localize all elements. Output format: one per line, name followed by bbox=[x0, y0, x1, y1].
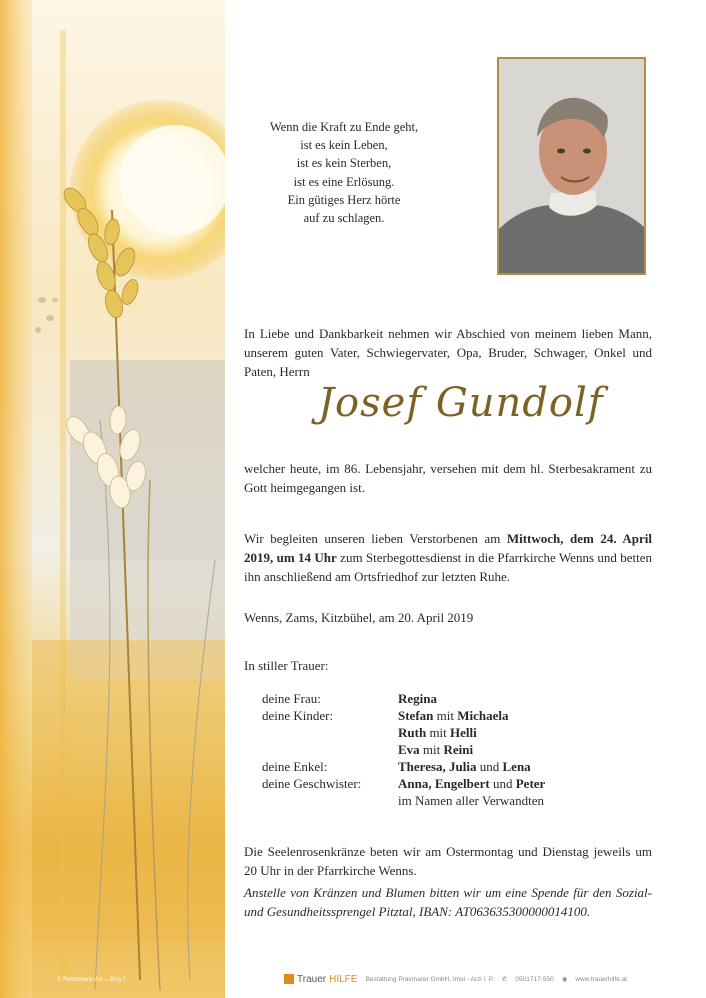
mourner-name: Theresa, Julia bbox=[398, 759, 477, 774]
quote-line: auf zu schlagen. bbox=[303, 211, 385, 226]
mourner-name: Helli bbox=[450, 725, 477, 740]
portrait-image bbox=[499, 59, 644, 273]
brand-logo bbox=[284, 974, 357, 985]
relation-label: deine Enkel: bbox=[262, 759, 328, 774]
mourner-names bbox=[398, 690, 437, 707]
brand-name-a: Trauer bbox=[297, 973, 327, 985]
mourner-name: Eva bbox=[398, 742, 420, 757]
mourner-names bbox=[398, 775, 545, 792]
connector-word: mit bbox=[429, 725, 447, 740]
memorial-quote bbox=[258, 118, 430, 227]
connector-word: mit bbox=[422, 742, 441, 757]
phone-number: 0501717-550 bbox=[515, 975, 554, 983]
funeral-text-before: Wir begleiten unseren lieben Verstorbenen am bbox=[244, 531, 507, 546]
mourner-names bbox=[398, 724, 477, 741]
mourner-name: Stefan bbox=[398, 708, 434, 723]
mourner-names bbox=[398, 707, 509, 724]
donation-text: Anstelle von Kränzen und Blumen bitten wir um eine Spende für den Sozial- und Gesundheitssprengel Pitztal, IBAN: AT063635300000014100. bbox=[244, 885, 652, 919]
funeral-text-after: zum Sterbegottesdienst in die Pfarrkirche Wenns und betten ihn anschließend am Ortsfriedhof zur letzten Ruhe. bbox=[244, 550, 653, 584]
mourner-name: Reini bbox=[443, 742, 474, 757]
art-credit: © Reichmann Art – Jhrg.7 bbox=[57, 977, 126, 983]
mourner-name: Ruth bbox=[398, 725, 427, 740]
portrait-photo bbox=[497, 57, 646, 275]
relation-label: deine Kinder: bbox=[262, 708, 334, 723]
funeral-date: Mittwoch, dem 24. April 2019, um 14 Uhr bbox=[244, 531, 653, 565]
mourner-name: Michaela bbox=[457, 708, 509, 723]
quote-line: ist es kein Leben, bbox=[300, 138, 388, 153]
quote-line: Wenn die Kraft zu Ende geht, bbox=[269, 120, 419, 134]
mourner-name: Lena bbox=[502, 759, 531, 774]
funeral-text bbox=[244, 529, 652, 586]
relatives-text: im Namen aller Verwandten bbox=[398, 793, 544, 808]
mourners-list bbox=[262, 690, 652, 809]
deceased-name: Josef Gundolf bbox=[318, 380, 604, 426]
wheat-illustration bbox=[0, 0, 225, 998]
mourner-name: Anna, Engelbert bbox=[398, 776, 490, 791]
death-notice-text: welcher heute, im 86. Lebensjahr, versehen mit dem hl. Sterbesakrament zu Gott heimgegangen ist. bbox=[244, 461, 652, 495]
mourning-heading: In stiller Trauer: bbox=[244, 658, 329, 673]
mourner-row-children bbox=[262, 707, 652, 724]
mourner-name: Peter bbox=[515, 776, 546, 791]
connector-word: und bbox=[479, 759, 500, 774]
place-and-date: Wenns, Zams, Kitzbühel, am 20. April 2019 bbox=[244, 610, 474, 625]
connector-word: und bbox=[492, 776, 513, 791]
relation-label: deine Frau: bbox=[262, 691, 321, 706]
connector-word: mit bbox=[436, 708, 454, 723]
brand-name-b: HILFE bbox=[329, 973, 358, 985]
mourner-row-children-2 bbox=[262, 724, 652, 741]
mourner-row-wife bbox=[262, 690, 652, 707]
quote-line: ist es kein Sterben, bbox=[296, 156, 392, 171]
mourner-name: Regina bbox=[398, 691, 437, 706]
web-link[interactable]: www.trauerhilfe.at bbox=[575, 975, 628, 983]
phone-icon: ✆ bbox=[501, 976, 508, 983]
quote-line: Ein gütiges Herz hörte bbox=[287, 192, 401, 207]
mourner-row-siblings bbox=[262, 775, 652, 792]
mourner-row-grandchildren bbox=[262, 758, 652, 775]
footer bbox=[284, 972, 627, 986]
web-icon: ◉ bbox=[561, 976, 568, 983]
mourner-names bbox=[398, 741, 473, 758]
decorative-watercolor-art bbox=[0, 0, 225, 998]
mourner-names bbox=[398, 758, 531, 775]
intro-text: In Liebe und Dankbarkeit nehmen wir Abschied von meinem lieben Mann, unserem guten Vater, Schwiegervater, Opa, Bruder, Schwager, Onkel und Paten, Herrn bbox=[244, 326, 652, 379]
quote-line: ist es eine Erlösung. bbox=[293, 174, 395, 189]
mourner-row-relatives bbox=[262, 792, 652, 809]
rosary-text: Die Seelenrosenkränze beten wir am Ostermontag und Dienstag jeweils um 20 Uhr in der Pfarrkirche Wenns. bbox=[244, 844, 652, 878]
mourner-row-children-3 bbox=[262, 741, 652, 758]
company-name: Bestattung Praxmarer GmbH, Imst - Arzl i. P. bbox=[365, 975, 494, 983]
brand-mark-icon bbox=[284, 974, 294, 984]
relation-label: deine Geschwister: bbox=[262, 776, 362, 791]
